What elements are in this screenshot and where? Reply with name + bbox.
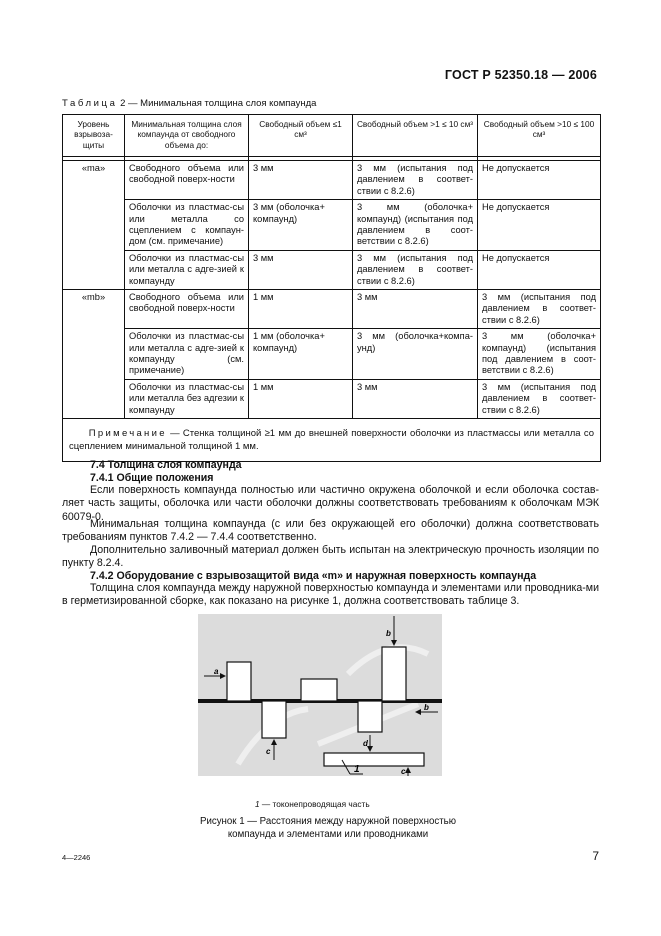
figure-caption-line-1: Рисунок 1 — Расстояния между наружной поверхностью bbox=[200, 816, 456, 827]
page-number: 7 bbox=[592, 849, 599, 863]
table-cell: Свободного объема или свободной поверх-ности bbox=[125, 160, 249, 199]
label-a: a bbox=[214, 667, 219, 676]
figure-1-diagram bbox=[198, 614, 442, 776]
table-cell: Оболочки из пластмас-сы или металла с адге-зией к компаунду (см. примечание) bbox=[125, 329, 249, 380]
legend-number: 1 bbox=[255, 799, 260, 809]
figure-caption-line-2: компаунда и элементами или проводниками bbox=[227, 829, 429, 840]
table-cell: Оболочки из пластмас-сы или металла с адге-зией к компаунду bbox=[125, 250, 249, 289]
header-cell: Свободный объем >1 ≤ 10 см³ bbox=[353, 115, 478, 157]
paragraph-1: Если поверхность компаунда полностью или частично окружена оболочкой и если оболочка состав-ляет часть защиты, оболочка или части оболочки должны соответствовать требованиям к оболочкам МЭК 60079-0. bbox=[62, 484, 599, 523]
footer-print-code: 4—2246 bbox=[62, 853, 91, 862]
label-b-top: b bbox=[386, 629, 391, 638]
header-cell: Свободный объем >10 ≤ 100 см³ bbox=[478, 115, 601, 157]
table-cell: Оболочки из пластмас-сы или металла без адгезии к компаунду bbox=[125, 379, 249, 418]
table-cell: 3 мм bbox=[249, 250, 353, 289]
table-header-row bbox=[63, 115, 601, 157]
table-cell: 1 мм bbox=[249, 379, 353, 418]
table-cell: 3 мм (оболочка+ компаунд) (испытания под давлением в соот-ветствии с 8.2.6) bbox=[353, 200, 478, 251]
table-cell: 3 мм (испытания под давлением в соответ-ствии с 8.2.6) bbox=[353, 160, 478, 199]
table-cell: 3 мм bbox=[249, 160, 353, 199]
legend-text: — токонепроводящая часть bbox=[259, 799, 370, 809]
table-cell: 3 мм bbox=[353, 379, 478, 418]
paragraph-4: Толщина слоя компаунда между наружной поверхностью компаунда и элементами или проводника-ми в герметизированной сборке, как показано на рисунке 1, должна соответствовать таблице 3. bbox=[62, 582, 599, 608]
table-cell: 1 мм (оболочка+ компаунд) bbox=[249, 329, 353, 380]
section-heading-7-4: 7.4 Толщина слоя компаунда bbox=[90, 459, 242, 471]
element-upper-left bbox=[227, 662, 251, 701]
level-cell: «mb» bbox=[63, 289, 125, 418]
paragraph-2: Минимальная толщина компаунда (с или без окружающей его оболочки) должна соответствовать требованиям пунктов 7.4.2 — 7.4.4 соответственно. bbox=[62, 518, 599, 544]
compound-distances-diagram bbox=[198, 614, 442, 776]
table-cell: 3 мм (оболочка+компа-унд) bbox=[353, 329, 478, 380]
element-lower-right bbox=[358, 701, 382, 732]
table-caption-prefix: Таблица bbox=[62, 98, 118, 109]
table-cell: 3 мм bbox=[353, 289, 478, 328]
note-text: — Стенка толщиной ≥1 мм до внешней поверхности оболочки из пластмассы или металла со сцеплением минимальной толщиной 1 мм. bbox=[69, 428, 595, 453]
document-id: ГОСТ Р 52350.18 — 2006 bbox=[444, 68, 597, 82]
table-cell: 3 мм (оболочка+ компаунд) (испытания под давлением в соот-ветствии с 8.2.6) bbox=[478, 329, 601, 380]
table-cell: Свободного объема или свободной поверх-ности bbox=[125, 289, 249, 328]
header-cell: Уровень взрывоза-щиты bbox=[63, 115, 125, 157]
element-upper-middle bbox=[301, 679, 337, 701]
header-cell: Минимальная толщина слоя компаунда от свободного объема до: bbox=[125, 115, 249, 157]
table-cell: Не допускается bbox=[478, 250, 601, 289]
table-cell: 3 мм (испытания под давлением в соответ-ствии с 8.2.6) bbox=[478, 289, 601, 328]
table-row bbox=[63, 289, 601, 328]
label-b-right: b bbox=[424, 703, 429, 712]
label-d: d bbox=[363, 739, 368, 748]
element-upper-right bbox=[382, 647, 406, 701]
non-conductive-part bbox=[324, 753, 424, 766]
table-caption-text: 2 — Минимальная толщина слоя компаунда bbox=[117, 98, 317, 109]
table-cell: 3 мм (испытания под давлением в соответ-ствии с 8.2.6) bbox=[478, 379, 601, 418]
table-cell: 3 мм (испытания под давлением в соответ-ствии с 8.2.6) bbox=[353, 250, 478, 289]
label-c: c bbox=[266, 747, 271, 756]
figure-caption bbox=[178, 815, 478, 841]
section-heading-7-4-1: 7.4.1 Общие положения bbox=[90, 472, 214, 484]
note-label: Примечание bbox=[88, 428, 167, 440]
label-c-lower: c bbox=[401, 767, 406, 776]
table-row bbox=[63, 329, 601, 380]
table-caption bbox=[62, 98, 316, 109]
section-heading-7-4-2: 7.4.2 Оборудование с взрывозащитой вида «m» и наружная поверхность компаунда bbox=[90, 570, 537, 582]
level-cell: «ma» bbox=[63, 160, 125, 289]
table-cell: Не допускается bbox=[478, 160, 601, 199]
min-thickness-table bbox=[62, 114, 601, 462]
table-note-row bbox=[63, 419, 601, 462]
table-cell: 1 мм bbox=[249, 289, 353, 328]
paragraph-3: Дополнительно заливочный материал должен быть испытан на электрическую прочность изоляции по пункту 8.2.4. bbox=[62, 544, 599, 570]
element-lower-left bbox=[262, 701, 286, 738]
figure-legend bbox=[255, 799, 370, 809]
table-cell: 3 мм (оболочка+ компаунд) bbox=[249, 200, 353, 251]
table-row bbox=[63, 250, 601, 289]
label-1: 1 bbox=[354, 764, 360, 775]
table-row bbox=[63, 200, 601, 251]
table-row bbox=[63, 160, 601, 199]
header-cell: Свободный объем ≤1 см³ bbox=[249, 115, 353, 157]
table-cell: Оболочки из пластмас-сы или металла со сцеплением с компаун-дом (см. примечание) bbox=[125, 200, 249, 251]
table-row bbox=[63, 379, 601, 418]
table-note bbox=[63, 419, 601, 462]
table-cell: Не допускается bbox=[478, 200, 601, 251]
